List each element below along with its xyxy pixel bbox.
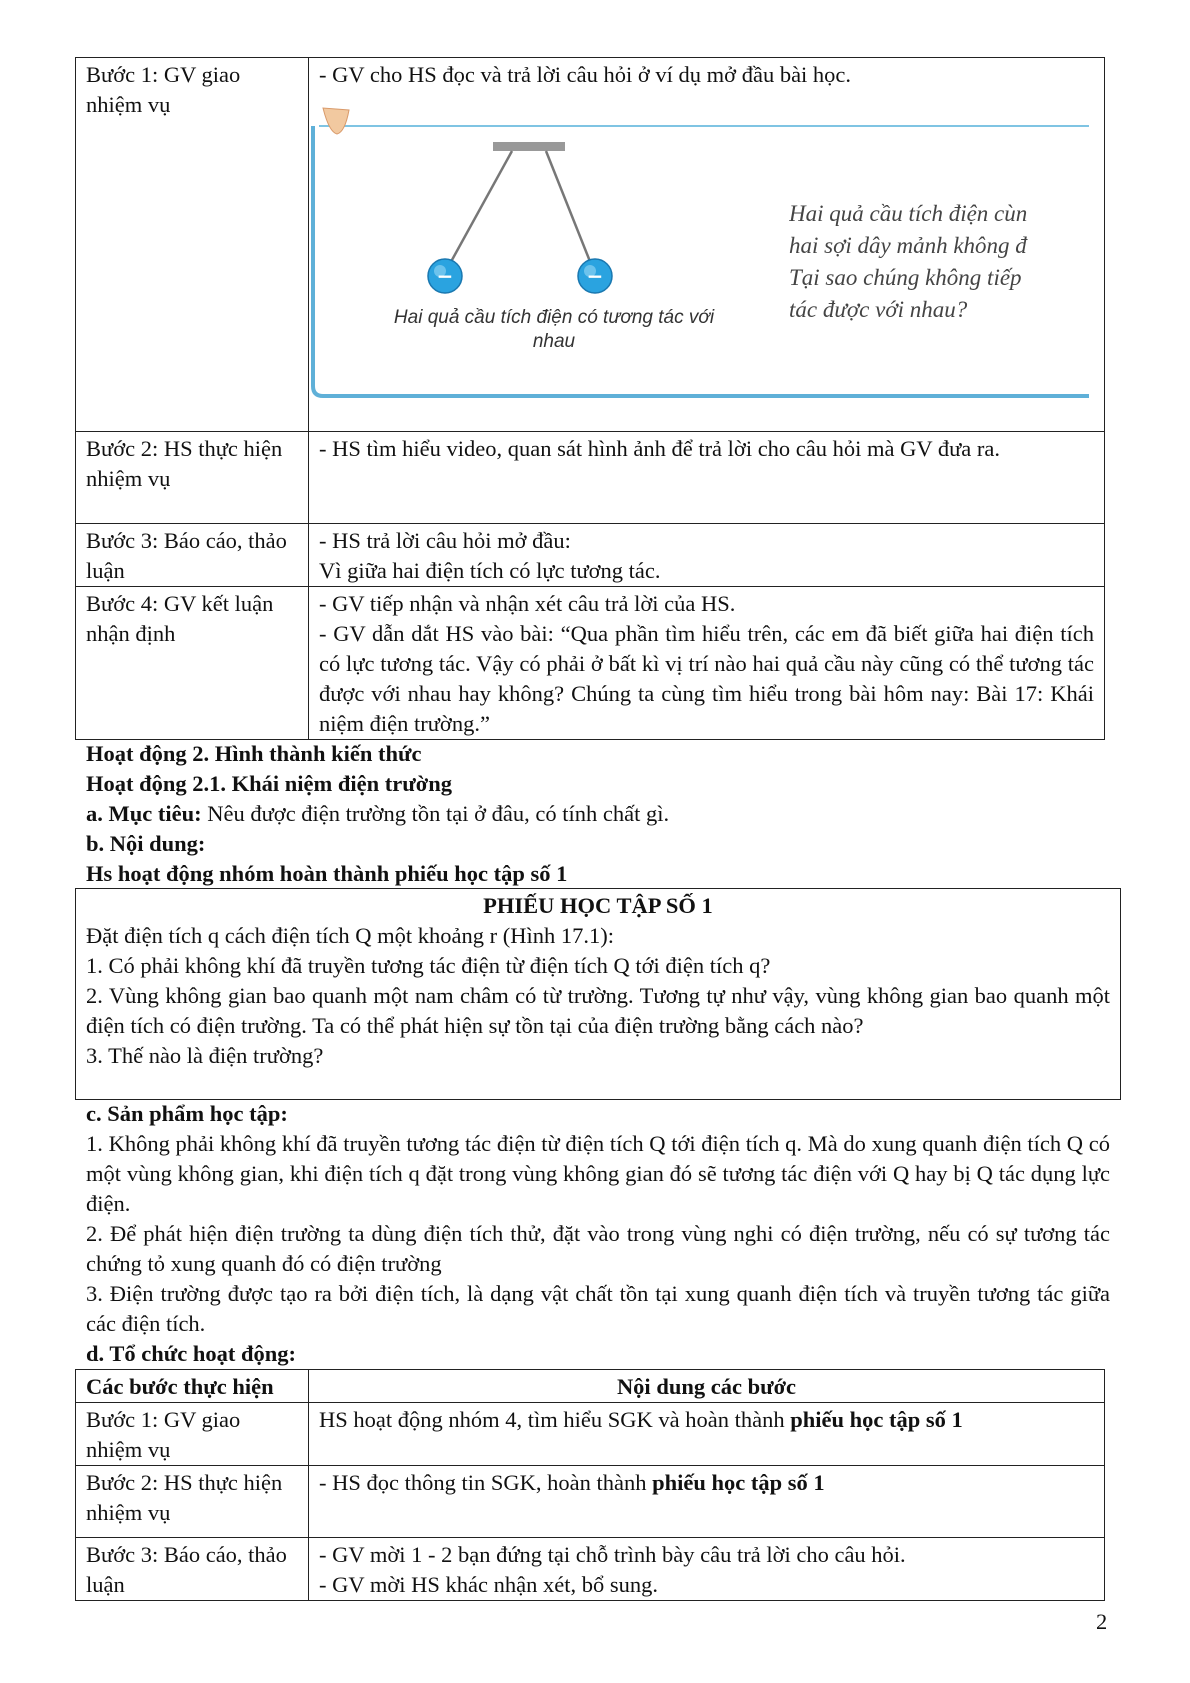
charge-right: − [586,264,604,288]
charged-spheres-figure [309,104,1089,404]
question-line: Hai quả cầu tích điện cùn [789,201,1028,226]
worksheet-title: PHIẾU HỌC TẬP SỐ 1 [483,893,713,918]
step-cell: Bước 1: GV giao nhiệm vụ [76,1403,309,1466]
content-line: Vì giữa hai điện tích có lực tương tác. [319,558,661,583]
content-cell [309,1403,1105,1466]
content-bold: phiếu học tập số 1 [790,1407,963,1432]
content-cell [309,524,1105,587]
activity-steps-table [75,57,1105,740]
table-row [76,587,1105,740]
step-cell: Bước 3: Báo cáo, thảo luận [76,1538,309,1601]
step-cell: Bước 3: Báo cáo, thảo luận [76,524,309,587]
content-text: Hs hoạt động nhóm hoàn thành phiếu học tập số 1 [86,861,568,886]
objective-line [86,799,1110,829]
step-cell: Bước 1: GV giao nhiệm vụ [76,58,309,432]
organize-label: d. Tổ chức hoạt động: [86,1341,297,1366]
figure-caption: Hai quả cầu tích điện có tương tác với nhau [393,307,715,352]
content-cell [309,1466,1105,1538]
step-cell: Bước 2: HS thực hiện nhiệm vụ [76,432,309,524]
column-header: Các bước thực hiện [76,1370,309,1403]
charge-left: − [436,264,454,288]
worksheet-box [75,888,1121,1100]
thread-left [447,151,512,269]
worksheet-intro: Đặt điện tích q cách điện tích Q một khoảng r (Hình 17.1): [86,923,614,948]
content-line: - GV mời 1 - 2 bạn đứng tại chỗ trình bày câu trả lời cho câu hỏi. [319,1542,906,1567]
hand-icon [323,108,349,134]
table-row [76,432,1105,524]
content-text: - HS đọc thông tin SGK, hoàn thành [319,1470,653,1495]
content-line: - GV mời HS khác nhận xét, bổ sung. [319,1572,658,1597]
question-line: Tại sao chúng không tiếp [789,265,1022,290]
worksheet-question: 3. Thế nào là điện trường? [86,1043,324,1068]
worksheet-question: 2. Vùng không gian bao quanh một nam châm có từ trường. Tương tự như vậy, vùng không gian bao quanh một điện tích có điện trường. Ta có thể phát hiện sự tồn tại của điện trường bằng cách nào? [86,983,1110,1038]
product-answer: 1. Không phải không khí đã truyền tương tác điện từ điện tích Q tới điện tích q. Mà do xung quanh điện tích Q có một vùng không gian, khi điện tích q đặt trong vùng không gian đó sẽ tương tác điện với Q hay bị Q tác dụng lực điện. [86,1131,1110,1216]
objective-label: a. Mục tiêu: [86,801,202,826]
product-answer: 2. Để phát hiện điện trường ta dùng điện tích thử, đặt vào trong vùng nghi có điện trường, nếu có sự tương tác chứng tỏ xung quanh đó có điện trường [86,1221,1110,1276]
page-number: 2 [1096,1609,1108,1634]
table-row [76,1403,1105,1466]
suspension-bar [493,142,565,151]
question-line: hai sợi dây mảnh không đ [789,233,1027,258]
products-label: c. Sản phẩm học tập: [86,1101,288,1126]
content-line: - GV tiếp nhận và nhận xét câu trả lời của HS. [319,591,736,616]
table-row [76,1538,1105,1601]
objective-text: Nêu được điện trường tồn tại ở đâu, có tính chất gì. [201,801,670,826]
step-cell: Bước 4: GV kết luận nhận định [76,587,309,740]
content-text: HS hoạt động nhóm 4, tìm hiểu SGK và hoàn thành [319,1407,791,1432]
content-cell: - HS tìm hiểu video, quan sát hình ảnh để trả lời cho câu hỏi mà GV đưa ra. [309,432,1105,524]
worksheet-question: 1. Có phải không khí đã truyền tương tác điện từ điện tích Q tới điện tích q? [86,953,771,978]
table-row [76,524,1105,587]
activity-heading: Hoạt động 2. Hình thành kiến thức [86,741,422,766]
organize-table [75,1369,1105,1601]
section-headings [86,739,1110,889]
table-row [76,58,1105,432]
content-label: b. Nội dung: [86,831,206,856]
products-section [86,1099,1110,1369]
question-line: tác được với nhau? [789,297,968,322]
content-cell [309,58,1105,432]
activity-subheading: Hoạt động 2.1. Khái niệm điện trường [86,771,452,796]
step-cell: Bước 2: HS thực hiện nhiệm vụ [76,1466,309,1538]
content-cell [309,587,1105,740]
table-row [76,1466,1105,1538]
thread-right [546,151,593,269]
column-header: Nội dung các bước [309,1370,1105,1403]
content-line: - GV dẫn dắt HS vào bài: “Qua phần tìm hiểu trên, các em đã biết giữa hai điện tích có lực tương tác. Vậy có phải ở bất kì vị trí nào hai quả cầu này cũng có thể tương tác được với nhau hay không? Chúng ta cùng tìm hiểu trong bài hôm nay: Bài 17: Khái niệm điện trường.” [319,621,1094,736]
content-cell [309,1538,1105,1601]
product-answer: 3. Điện trường được tạo ra bởi điện tích, là dạng vật chất tồn tại xung quanh điện tích và truyền tương tác giữa các điện tích. [86,1281,1110,1336]
table-header-row [76,1370,1105,1403]
content-line: - HS trả lời câu hỏi mở đầu: [319,528,571,553]
content-bold: phiếu học tập số 1 [652,1470,825,1495]
step-content: - GV cho HS đọc và trả lời câu hỏi ở ví dụ mở đầu bài học. [319,62,852,87]
figure-question [789,198,1089,326]
